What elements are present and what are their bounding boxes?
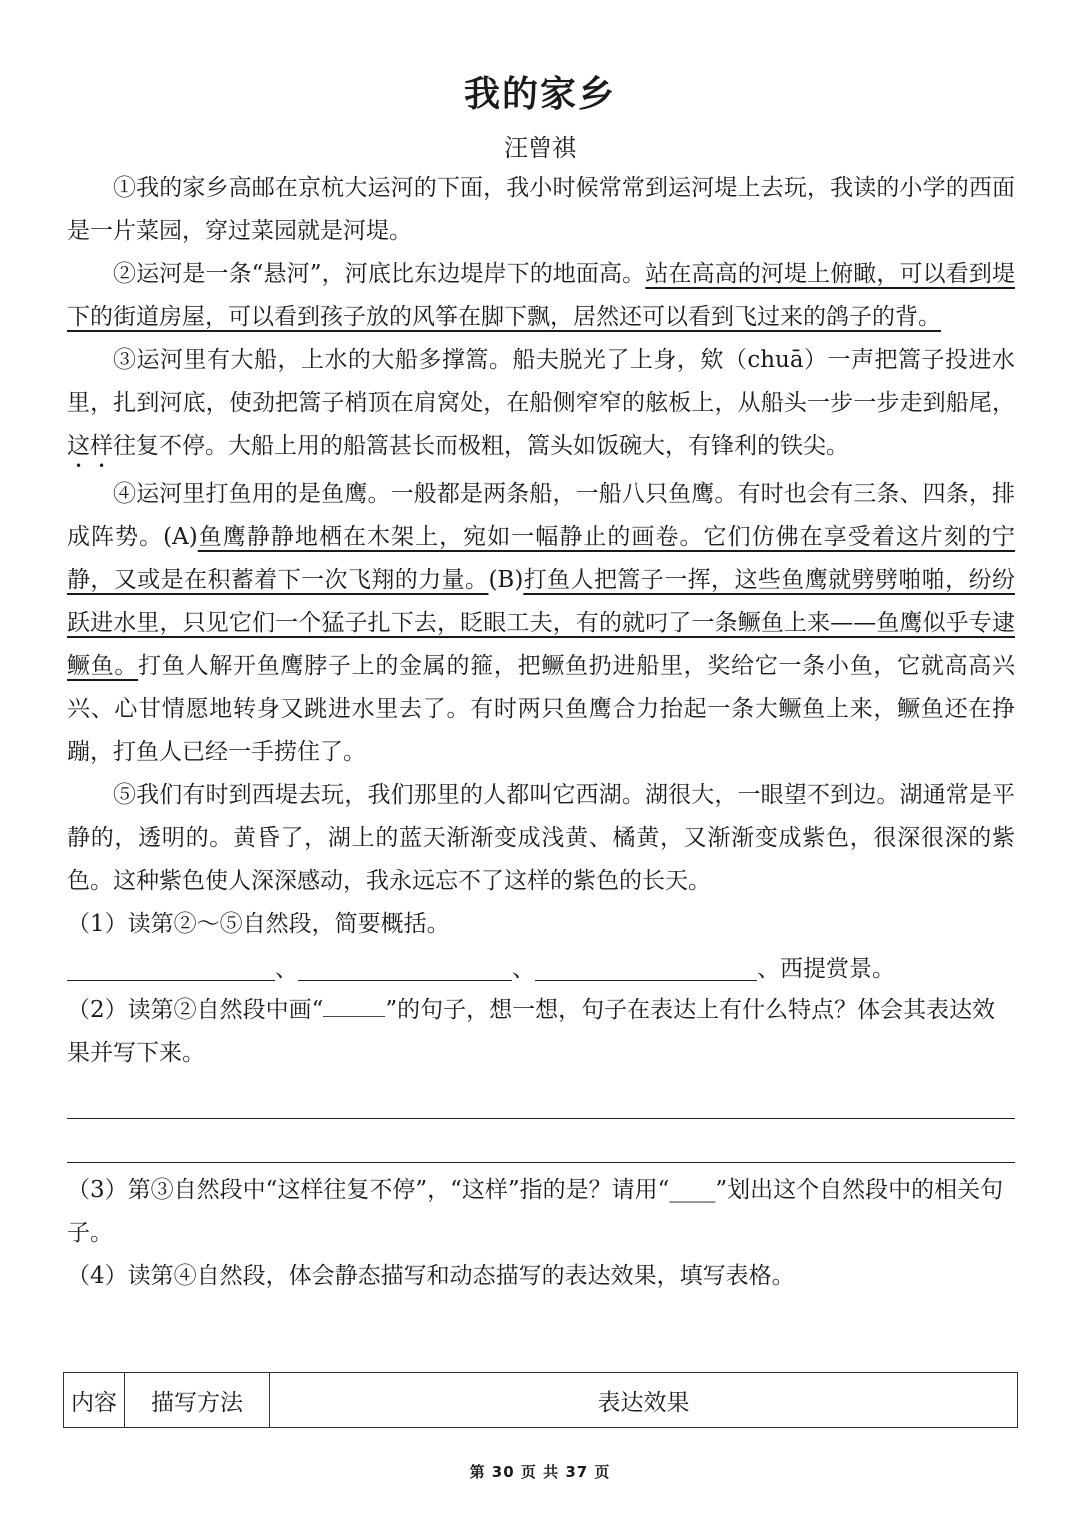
paragraph-4-part-1: ④运河里打鱼用的是鱼鹰。一般都是两条船，一船八只鱼鹰。有时也会有三条、四条，排成阵势。(A) <box>67 481 1015 550</box>
question-4: （4）读第④自然段，体会静态描写和动态描写的表达效果，填写表格。 <box>67 1263 795 1289</box>
page-title: 我的家乡 <box>463 74 616 115</box>
article-body <box>67 167 1015 1298</box>
paragraph-4 <box>67 473 1015 774</box>
question-1-blank-2[interactable] <box>298 970 512 981</box>
question-1: （1）读第②～⑤自然段，简要概括。 <box>67 911 450 937</box>
paragraph-2 <box>67 253 1015 339</box>
table-header-row <box>64 1373 1018 1428</box>
question-2 <box>67 989 1015 1075</box>
table-header-effect: 表达效果 <box>270 1373 1018 1428</box>
paragraph-4-part-2: 打鱼人解开鱼鹰脖子上的金属的箍，把鳜鱼扔进船里，奖给它一条小鱼，它就高高兴兴、心甘情愿地转身又跳进水里去了。有时两只鱼鹰合力抬起一条大鳜鱼上来，鳜鱼还在挣蹦，打鱼人已经一手捞住了。 <box>67 653 1016 765</box>
table-header-content: 内容 <box>64 1373 125 1428</box>
paragraph-3-part-1: ③运河里有大船，上水的大船多撑篙。船夫脱光了上身，欸（chuā）一声把篙子投进水里，扎到河底，使劲把篙子梢顶在肩窝处，在船侧窄窄的舷板上，从船头一步一步走到船尾， <box>67 347 1015 416</box>
paragraph-4-sentence-a: 鱼鹰静静地栖在木架上，宛如一幅静止的画卷。它们仿佛在享受着这片刻的宁静，又或是在积蓄着下一次飞翔的力量。 <box>67 524 1016 593</box>
paragraph-1: ①我的家乡高邮在京杭大运河的下面，我小时候常常到运河堤上去玩，我读的小学的西面是一片菜园，穿过菜园就是河堤。 <box>67 175 1015 244</box>
table-header-method: 描写方法 <box>125 1373 270 1428</box>
question-1-separator-1: 、 <box>275 956 298 982</box>
question-1-blank-3[interactable] <box>535 970 757 981</box>
paragraph-2-underlined-sentence: 站在高高的河堤上俯瞰，可以看到堤下的街道房屋，可以看到孩子放的风筝在脚下飘，居然还可以看到飞过来的鸽子的背。 <box>67 261 1016 330</box>
paragraph-3 <box>67 339 1015 473</box>
paragraph-4-marker-b: (B) <box>488 567 524 593</box>
paragraph-3-dotted-word: 这样 <box>67 433 113 459</box>
question-3: （3）第③自然段中“这样往复不停”，“这样”指的是？请用“____”划出这个自然段中的相关句子。 <box>67 1177 1004 1246</box>
question-1-blank-1[interactable] <box>67 970 275 981</box>
question-1-separator-2: 、 <box>512 956 535 982</box>
paragraph-2-lead: ②运河是一条“悬河”，河底比东边堤岸下的地面高。 <box>113 261 646 287</box>
question-2-answer-line-2[interactable] <box>67 1119 1015 1163</box>
answer-table <box>63 1372 1018 1428</box>
underline-sample <box>323 998 385 1017</box>
paragraph-5: ⑤我们有时到西堤去玩，我们那里的人都叫它西湖。湖很大，一眼望不到边。湖通常是平静的，透明的。黄昏了，湖上的蓝天渐渐变成浅黄、橘黄，又渐渐变成紫色，很深很深的紫色。这种紫色使人深深感动，我永远忘不了这样的紫色的长天。 <box>67 782 1015 894</box>
author-name: 汪曾祺 <box>504 134 576 162</box>
page-footer: 第 30 页 共 37 页 <box>469 1463 611 1481</box>
question-2-answer-line-1[interactable] <box>67 1075 1015 1119</box>
question-1-tail: 、西提赏景。 <box>757 956 895 982</box>
question-2-part-1: （2）读第②自然段中画“ <box>67 997 324 1023</box>
question-1-answer-row <box>67 946 1015 989</box>
question-2-part-2: ”的句子，想一想，句子在表达上有什么特点？体会其表达效果并写下来。 <box>67 997 996 1066</box>
paragraph-3-part-2: 往复不停。大船上用的船篙甚长而极粗，篙头如饭碗大，有锋利的铁尖。 <box>113 433 849 459</box>
paragraph-4-sentence-b: 打鱼人把篙子一挥，这些鱼鹰就劈劈啪啪，纷纷跃进水里，只见它们一个猛子扎下去，眨眼工夫，有的就叼了一条鳜鱼上来——鱼鹰似乎专逮鳜鱼。 <box>67 567 1016 679</box>
